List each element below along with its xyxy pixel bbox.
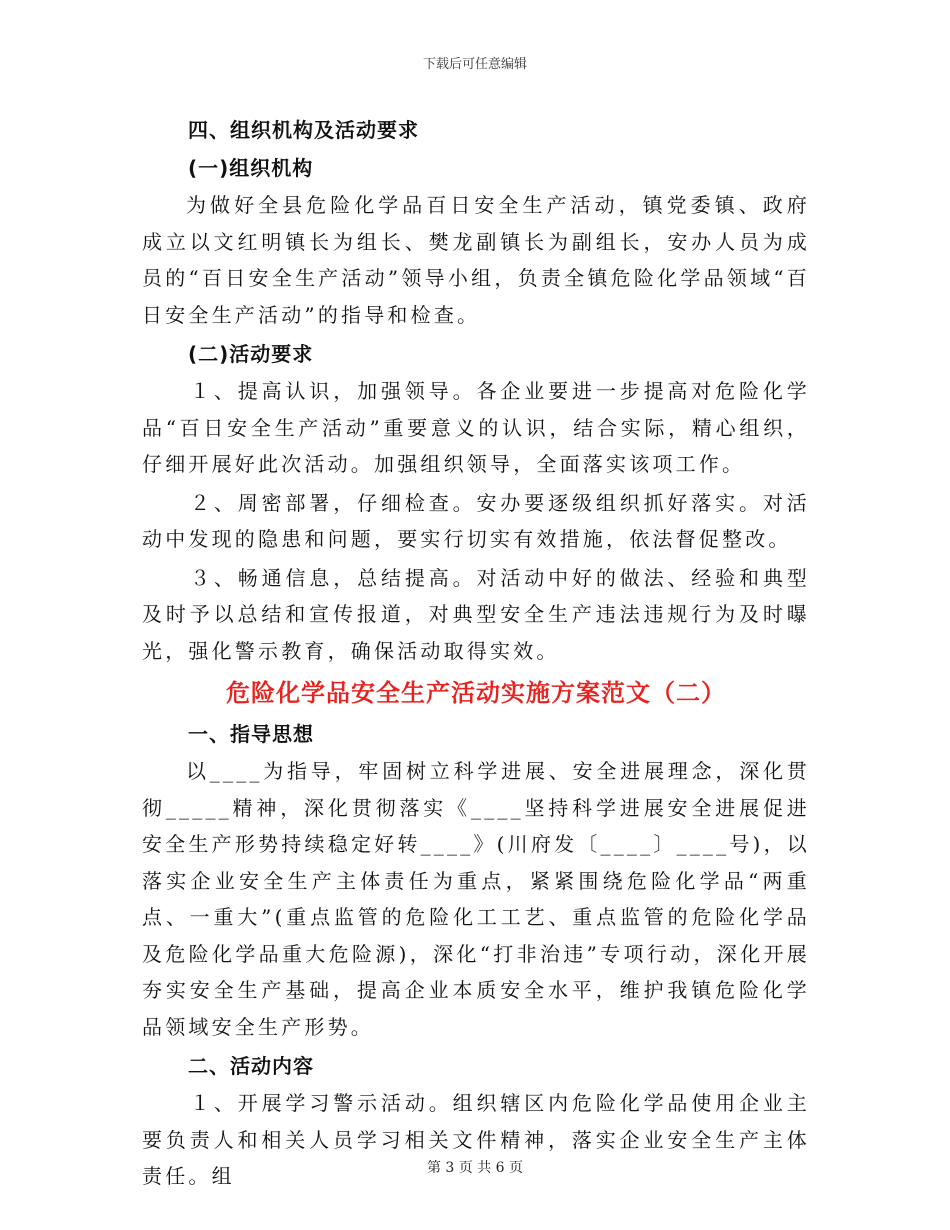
document-title: 危险化学品安全生产活动实施方案范文（二）	[226, 679, 726, 707]
page-header-note: 下载后可任意编辑	[422, 57, 527, 72]
subsection-heading-organization: (一)组织机构	[188, 156, 314, 180]
subsection-heading-requirements: (二)活动要求	[188, 342, 314, 366]
section-heading-guiding-thought: 一、指导思想	[188, 722, 314, 746]
paragraph-activity-item-1: １、开展学习警示活动。组织辖区内危险化学品使用企业主要负责人和相关人员学习相关文件精神，落实企业安全生产主体责任。组	[142, 1091, 810, 1188]
paragraph-requirement-1: １、提高认识，加强领导。各企业要进一步提高对危险化学品“百日安全生产活动”重要意义的认识，结合实际，精心组织，仔细开展好此次活动。加强组织领导，全面落实该项工作。	[142, 379, 810, 476]
paragraph-requirement-3: ３、畅通信息，总结提高。对活动中好的做法、经验和典型及时予以总结和宣传报道，对典型安全生产违法违规行为及时曝光，强化警示教育，确保活动取得实效。	[142, 565, 810, 663]
paragraph-organization: 为做好全县危险化学品百日安全生产活动，镇党委镇、政府成立以文红明镇长为组长、樊龙副镇长为副组长，安办人员为成员的“百日安全生产活动”领导小组，负责全镇危险化学品领域“百日安全生产活动”的指导和检查。	[142, 193, 810, 327]
document-body	[142, 113, 810, 1195]
paragraph-guiding-thought: 以____为指导，牢固树立科学进展、安全进展理念，深化贯彻_____精神，深化贯彻落实《____坚持科学进展安全进展促进安全生产形势持续稳定好转____》(川府发〔____〕____号)，以落实企业安全生产主体责任为重点，紧紧围绕危险化学品“两重点、一重大”(重点监管的危险化工工艺、重点监管的危险化学品及危险化学品重大危险源)，深化“打非治违”专项行动，深化开展夯实安全生产基础，提高企业本质安全水平，维护我镇危险化学品领域安全生产形势。	[142, 759, 810, 1039]
page-number: 第 3 页 共 6 页	[426, 1160, 524, 1176]
section-heading-activity-content: 二、活动内容	[188, 1054, 314, 1078]
paragraph-requirement-2: ２、周密部署，仔细检查。安办要逐级组织抓好落实。对活动中发现的隐患和问题，要实行切实有效措施，依法督促整改。	[142, 490, 810, 551]
section-heading-organization: 四、组织机构及活动要求	[188, 118, 419, 142]
